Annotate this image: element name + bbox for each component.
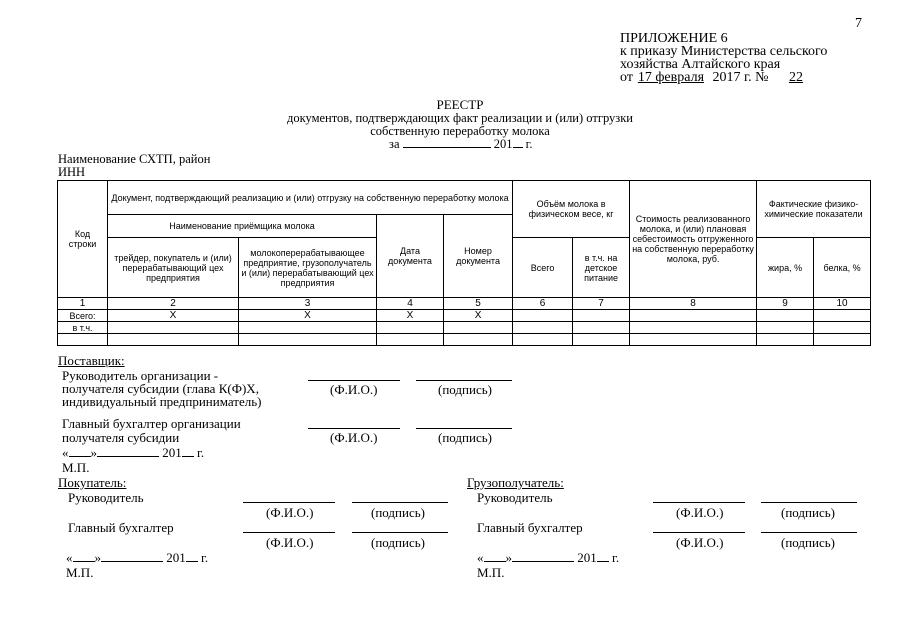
- table-cell: [757, 310, 814, 322]
- appendix-year: 2017 г.: [712, 70, 752, 85]
- header-children: в т.ч. на детское питание: [573, 238, 630, 298]
- table-cell: [239, 322, 377, 334]
- supplier-acc-line1: Главный бухгалтер организации: [62, 416, 241, 431]
- table-cell: [108, 322, 239, 334]
- supplier-mp: М.П.: [62, 460, 90, 475]
- supplier-head-sign-line: [416, 380, 512, 381]
- buyer-acc-sign-line: [352, 532, 448, 533]
- company-name-label: Наименование СХТП, район: [58, 152, 211, 166]
- header-receiver: Наименование приёмщика молока: [108, 215, 377, 238]
- appendix-date-line: [620, 70, 820, 86]
- consignee-mp: М.П.: [477, 565, 505, 580]
- page-number: 7: [855, 16, 862, 31]
- consignee-head-fio: (Ф.И.О.): [676, 505, 724, 520]
- header-processor: молокоперерабатывающее предприятие, грузополучатель и (или) перерабатывающий цех предприятия: [239, 238, 377, 298]
- registry-period: за 201 г.: [389, 137, 533, 151]
- table-cell: [573, 310, 630, 322]
- supplier-acc-sign-line: [416, 428, 512, 429]
- col-num: 8: [630, 298, 757, 310]
- table-cell: [757, 334, 814, 346]
- buyer-mp: М.П.: [66, 565, 94, 580]
- table-cell: [58, 334, 108, 346]
- consignee-acc-fio: (Ф.И.О.): [676, 535, 724, 550]
- appendix-number: 22: [788, 70, 803, 85]
- table-cell: [513, 310, 573, 322]
- col-num: 9: [757, 298, 814, 310]
- header-fat: жира, %: [757, 238, 814, 298]
- consignee-head-fio-line: [653, 502, 745, 503]
- header-date: Дата документа: [377, 215, 444, 298]
- col-num: 4: [377, 298, 444, 310]
- supplier-acc-sign: (подпись): [438, 430, 492, 445]
- buyer-acc-sign: (подпись): [371, 535, 425, 550]
- consignee-head-sign-line: [761, 502, 857, 503]
- appendix-number-sign: №: [755, 70, 769, 85]
- header-code: Код строки: [58, 181, 108, 298]
- table-cell: [377, 334, 444, 346]
- table-cell: [630, 310, 757, 322]
- supplier-head-fio-line: [308, 380, 400, 381]
- supplier-date: « » 201 г.: [62, 445, 205, 460]
- consignee-date: « » 201 г.: [477, 550, 620, 565]
- table-cell: [444, 334, 513, 346]
- table-cell: [513, 322, 573, 334]
- supplier-head-line2: получателя субсидии (глава К(Ф)Х,: [62, 381, 259, 396]
- registry-subtitle-1: документов, подтверждающих факт реализации и (или) отгрузки: [287, 111, 633, 125]
- row-total-label: Всего:: [58, 310, 108, 322]
- buyer-head-fio-line: [243, 502, 335, 503]
- table-cell: [444, 322, 513, 334]
- table-row-total: [58, 310, 871, 322]
- col-num: 1: [58, 298, 108, 310]
- supplier-head-fio: (Ф.И.О.): [330, 382, 378, 397]
- registry-table: [57, 180, 871, 346]
- table-cell: [239, 334, 377, 346]
- appendix-date-prefix: от: [620, 70, 633, 85]
- table-cell: [377, 322, 444, 334]
- supplier-head-sign: (подпись): [438, 382, 492, 397]
- header-cost: Стоимость реализованного молока, и (или) плановая себестоимость отгруженного на собственную переработку молока, руб.: [630, 181, 757, 298]
- header-indicators: Фактические физико-химические показатели: [757, 181, 871, 238]
- col-num: 6: [513, 298, 573, 310]
- supplier-head-line3: индивидуальный предприниматель): [62, 394, 262, 409]
- buyer-head-sign-line: [352, 502, 448, 503]
- consignee-acc-label: Главный бухгалтер: [477, 520, 583, 535]
- col-num: 2: [108, 298, 239, 310]
- supplier-acc-line2: получателя субсидии: [62, 430, 180, 445]
- header-number: Номер документа: [444, 215, 513, 298]
- col-num: 10: [814, 298, 871, 310]
- table-cell: [630, 334, 757, 346]
- header-protein: белка, %: [814, 238, 871, 298]
- consignee-acc-fio-line: [653, 532, 745, 533]
- supplier-acc-fio-line: [308, 428, 400, 429]
- buyer-acc-fio-line: [243, 532, 335, 533]
- buyer-head-label: Руководитель: [68, 490, 144, 505]
- appendix-date: 17 февраля: [637, 70, 705, 85]
- supplier-acc-fio: (Ф.И.О.): [330, 430, 378, 445]
- consignee-head-sign: (подпись): [781, 505, 835, 520]
- buyer-acc-fio: (Ф.И.О.): [266, 535, 314, 550]
- registry-subtitle-2: собственную переработку молока: [370, 124, 550, 138]
- consignee-acc-sign: (подпись): [781, 535, 835, 550]
- table-cell: [573, 334, 630, 346]
- header-document: Документ, подтверждающий реализацию и (или) отгрузку на собственную переработку молока: [108, 181, 513, 215]
- inn-label: ИНН: [58, 165, 86, 179]
- buyer-date: « » 201 г.: [66, 550, 209, 565]
- consignee-head-label: Руководитель: [477, 490, 553, 505]
- col-num: 7: [573, 298, 630, 310]
- col-num: 5: [444, 298, 513, 310]
- appendix-title: ПРИЛОЖЕНИЕ 6: [620, 31, 728, 46]
- supplier-head-line1: Руководитель организации -: [62, 368, 219, 383]
- x-mark: Х: [108, 310, 239, 322]
- x-mark: Х: [444, 310, 513, 322]
- header-total: Всего: [513, 238, 573, 298]
- consignee-acc-sign-line: [761, 532, 857, 533]
- consignee-heading: Грузополучатель:: [467, 475, 564, 490]
- buyer-head-sign: (подпись): [371, 505, 425, 520]
- appendix-line2: хозяйства Алтайского края: [620, 57, 781, 72]
- appendix-line1: к приказу Министерства сельского: [620, 44, 828, 59]
- buyer-head-fio: (Ф.И.О.): [266, 505, 314, 520]
- table-cell: [513, 334, 573, 346]
- supplier-heading: Поставщик:: [58, 353, 125, 368]
- header-trader: трейдер, покупатель и (или) перерабатывающий цех предприятия: [108, 238, 239, 298]
- buyer-heading: Покупатель:: [58, 475, 127, 490]
- col-num: 3: [239, 298, 377, 310]
- header-volume: Объём молока в физическом весе, кг: [513, 181, 630, 238]
- table-cell: [814, 322, 871, 334]
- row-incl-label: в т.ч.: [58, 322, 108, 334]
- table-row-incl: [58, 322, 871, 334]
- x-mark: Х: [377, 310, 444, 322]
- registry-title: РЕЕСТР: [436, 97, 484, 112]
- table-cell: [108, 334, 239, 346]
- table-row-empty: [58, 334, 871, 346]
- table-cell: [573, 322, 630, 334]
- buyer-acc-label: Главный бухгалтер: [68, 520, 174, 535]
- table-cell: [814, 310, 871, 322]
- table-cell: [814, 334, 871, 346]
- table-cell: [757, 322, 814, 334]
- x-mark: Х: [239, 310, 377, 322]
- column-number-row: [58, 298, 871, 310]
- table-cell: [630, 322, 757, 334]
